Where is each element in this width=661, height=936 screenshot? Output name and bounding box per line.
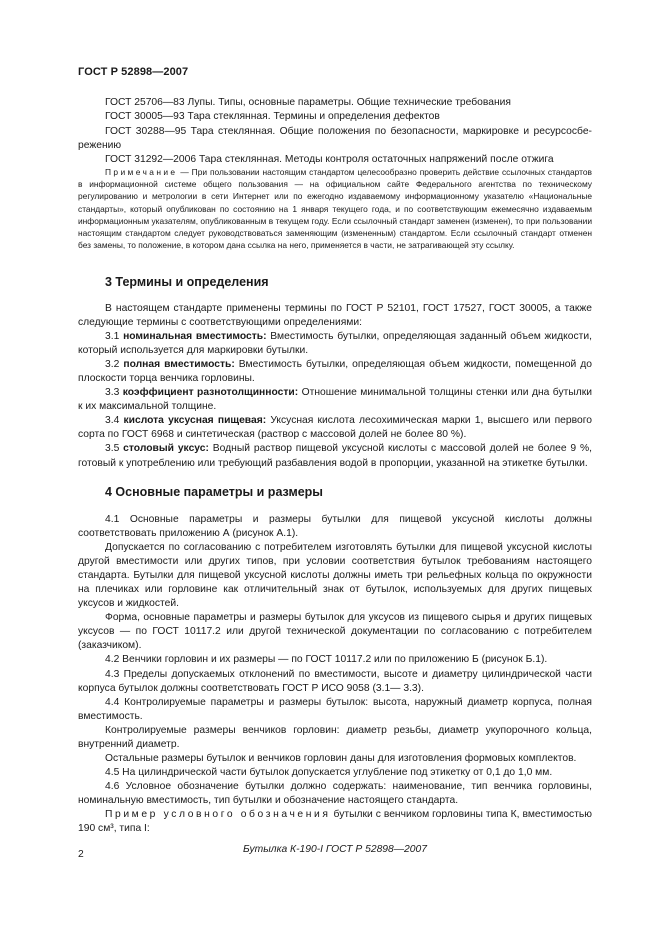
paragraph: 4.3 Пределы допускаемых отклонений по вместимости, высоте и диаметру цилиндрической части корпуса бутылок должны соответствовать ГОСТ Р ИСО 9058 (3.1— 3.3). (78, 668, 592, 694)
term-name: кислота уксусная пищевая: (123, 415, 267, 427)
reference-item: ГОСТ 25706—83 Лупы. Типы, основные параметры. Общие технические требования (105, 97, 511, 108)
paragraph: Контролируемые размеры венчиков горловин: диаметр резьбы, диаметр укупорочного кольца, внутренний диаметр. (78, 724, 592, 750)
paragraph: Остальные размеры бутылок и венчиков горловин даны для изготовления формовых комплектов. (105, 752, 577, 764)
section-3-heading: 3 Термины и определения (105, 275, 269, 289)
term-definition: 3.1 номинальная вместимость: Вместимость бутылки, определяющая заданный объем жидкости, который используется для маркировки бутылки. (78, 331, 592, 357)
example-label: Пример условного обозначения (105, 808, 331, 820)
paragraph: 4.4 Контролируемые параметры и размеры бутылок: высота, наружный диаметр корпуса, полная вместимость. (78, 696, 592, 722)
reference-item: ГОСТ 30288—95 Тара стеклянная. Общие положения по безопасности, маркировке и ресурсосбе-режению (78, 125, 592, 151)
paragraph: 4.5 На цилиндрической части бутылок допускается углубление под этикетку от 0,1 до 1,0 мм. (105, 766, 553, 778)
example-paragraph: Пример условного обозначения бутылки с венчиком горловины типа К, вместимостью 190 см³, типа I: (78, 808, 592, 835)
paragraph: Форма, основные параметры и размеры бутылок для уксусов из пищевого сырья и других пищевых уксусов — по ГОСТ 10117.2 или другой технической документации по согласованию с потребителем (заказчиком). (78, 612, 592, 652)
term-name: коэффициент разнотолщинности: (122, 387, 299, 399)
designation-example: Бутылка К-190-I ГОСТ Р 52898—2007 (243, 844, 427, 856)
paragraph: 4.1 Основные параметры и размеры бутылки для пищевой уксусной кислоты должны соответствовать приложению А (рисунок А.1). (78, 514, 592, 540)
term-name: полная вместимость: (123, 359, 235, 371)
term-definition: 3.5 столовый уксус: Водный раствор пищевой уксусной кислоты с массовой долей не более 9 %, готовый к употреблению или требующий разбавления водой в пропорции, указанной на этикетке бутылки. (78, 443, 592, 469)
term-name: номинальная вместимость: (123, 331, 267, 343)
note-text: — При пользовании настоящим стандартом целесообразно проверить действие ссылочных стандартов в информационной системе общего пользования — на официальном сайте Федерального агентства по техническому регулированию и метрологии в сети Интернет или по ежегодно издаваемому информационному указателю «Национальные стандарты», который опубликован по состоянию на 1 января текущего года, и по соответствующим ежемесячно издаваемым информационным указателям, опубликованным в текущем году. Если ссылочный стандарт заменен (изменен), то при пользовании настоящим стандартом следует руководствоваться заменяющим (измененным) стандартом. Если ссылочный стандарт отменен без замены, то положение, в котором дана ссылка на него, применяется в части, не затрагивающей эту ссылку. (78, 167, 592, 251)
reference-item: ГОСТ 31292—2006 Тара стеклянная. Методы контроля остаточных напряжений после отжига (105, 154, 554, 166)
section-3-body (78, 302, 592, 471)
section-4-heading: 4 Основные параметры и размеры (105, 485, 323, 499)
term-definition: 3.2 полная вместимость: Вместимость бутылки, определяющая объем жидкости, помещенной до плоскости торца венчика горловины. (78, 359, 592, 385)
document-code-header: ГОСТ Р 52898—2007 (78, 66, 189, 78)
section-3-intro: В настоящем стандарте применены термины по ГОСТ Р 52101, ГОСТ 17527, ГОСТ 30005, а также следующие термины с соответствующими определениями: (78, 303, 592, 329)
paragraph: 4.2 Венчики горловин и их размеры — по ГОСТ 10117.2 или по приложению Б (рисунок Б.1). (105, 654, 548, 666)
reference-item: ГОСТ 30005—93 Тара стеклянная. Термины и определения дефектов (105, 111, 440, 123)
note-label: Примечание (105, 167, 178, 177)
section-4-body (78, 513, 592, 857)
page-number: 2 (78, 849, 84, 860)
term-name: столовый уксус: (123, 443, 209, 455)
term-definition: 3.3 коэффициент разнотолщинности: Отношение минимальной толщины стенки или дна бутылки к их максимальной толщине. (78, 387, 592, 413)
paragraph: 4.6 Условное обозначение бутылки должно содержать: наименование, тип венчика горловины, номинальную вместимость, тип бутылки и обозначение настоящего стандарта. (78, 780, 592, 806)
note-block (78, 166, 592, 251)
normative-references (78, 96, 592, 167)
paragraph: Допускается по согласованию с потребителем изготовлять бутылки для пищевой уксусной кислоты другой вместимости или других типов, при условии соответствия бутылок требованиям настоящего стандарта. Бутылки для пищевой уксусной кислоты должны иметь три рельефных кольца по окружности на плечиках или горловине как отличительный знак от бутылок, используемых для других пищевых уксусов и жидкостей. (78, 542, 592, 610)
term-definition: 3.4 кислота уксусная пищевая: Уксусная кислота лесохимическая марки 1, высшего или первого сорта по ГОСТ 6968 и синтетическая (раствор с массовой долей не более 80 %). (78, 415, 592, 441)
